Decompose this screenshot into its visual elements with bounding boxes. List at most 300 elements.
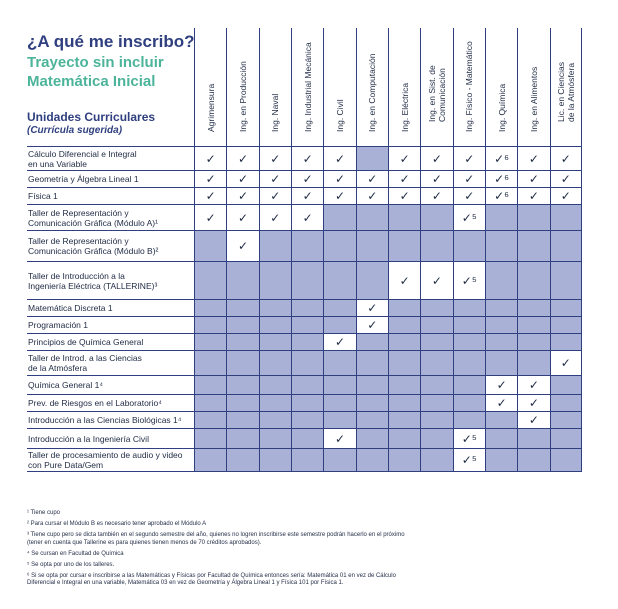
check-cell [388, 188, 420, 204]
check-mark: ✓ [367, 172, 378, 186]
empty-cell [356, 449, 388, 471]
empty-cell [291, 231, 323, 261]
page-title: ¿A qué me inscribo? [27, 32, 195, 51]
empty-cell [453, 376, 485, 394]
empty-cell [356, 429, 388, 448]
empty-cell [194, 300, 226, 316]
check-mark: ✓ [334, 335, 345, 349]
check-mark: ✓ [334, 189, 345, 203]
empty-cell [259, 395, 291, 411]
empty-cell [388, 449, 420, 471]
empty-cell [550, 429, 582, 448]
check-mark: ✓ [399, 273, 410, 288]
empty-cell [420, 376, 452, 394]
check-mark: ✓⁶ [494, 151, 510, 166]
column-header-label: Ing. Naval [270, 93, 281, 132]
empty-cell [226, 449, 258, 471]
check-cell [356, 188, 388, 204]
column-header-label: Lic. en Ciencias de la Atmósfera [555, 61, 576, 122]
empty-cell [259, 231, 291, 261]
footnotes [27, 510, 587, 591]
empty-cell [356, 351, 388, 375]
course-name: Taller de Introducción a la Ingeniería Eléctrica (TALLERINE)³ [28, 270, 158, 291]
empty-cell [194, 395, 226, 411]
check-mark: ✓ [237, 210, 249, 225]
column-header [485, 28, 517, 146]
empty-cell [420, 231, 452, 261]
empty-cell [356, 395, 388, 411]
check-mark: ✓ [302, 172, 313, 186]
empty-cell [323, 376, 355, 394]
column-header [259, 28, 291, 146]
check-mark: ✓ [237, 151, 249, 166]
empty-cell [453, 300, 485, 316]
course-name: Cálculo Diferencial e Integral en una Variable [28, 148, 137, 169]
check-mark: ✓ [560, 172, 571, 186]
check-cell [485, 171, 517, 187]
empty-cell [356, 334, 388, 350]
course-name: Taller de procesamiento de audio y video con Pure Data/Gem [28, 450, 183, 470]
course-name: Matemática Discreta 1 [28, 303, 113, 313]
check-cell [291, 171, 323, 187]
empty-cell [194, 429, 226, 448]
empty-cell [259, 300, 291, 316]
column-header-label: Agrimensura [205, 83, 216, 132]
empty-cell [259, 351, 291, 375]
empty-cell [550, 395, 582, 411]
empty-cell [453, 395, 485, 411]
check-mark: ✓⁵ [461, 210, 477, 225]
course-name: Taller de Representación y Comunicación Gráfica (Módulo B)² [28, 236, 159, 256]
column-header-label: Ing. Físico - Matemático [464, 41, 475, 132]
empty-cell [291, 395, 323, 411]
empty-cell [388, 412, 420, 428]
check-mark: ✓ [464, 172, 475, 186]
check-mark: ✓ [270, 151, 281, 166]
check-cell [453, 205, 485, 230]
check-cell [356, 317, 388, 333]
empty-cell [420, 317, 452, 333]
check-cell [323, 147, 355, 170]
column-header-label: Ing. en Producción [237, 61, 248, 132]
check-mark: ✓ [205, 210, 216, 225]
check-mark: ✓ [464, 189, 475, 203]
empty-cell [485, 351, 517, 375]
empty-cell [323, 395, 355, 411]
column-header [323, 28, 355, 146]
check-mark: ✓ [399, 189, 410, 203]
empty-cell [291, 412, 323, 428]
empty-cell [226, 376, 258, 394]
empty-cell [291, 300, 323, 316]
check-cell [226, 205, 258, 230]
check-cell [194, 171, 226, 187]
empty-cell [194, 412, 226, 428]
course-name: Programación 1 [28, 320, 89, 330]
table-row [27, 449, 582, 472]
check-mark: ✓ [560, 189, 571, 203]
empty-cell [485, 334, 517, 350]
check-cell [356, 300, 388, 316]
table-row [27, 300, 582, 317]
page-subtitle [27, 53, 164, 91]
column-header [517, 28, 549, 146]
empty-cell [388, 351, 420, 375]
empty-cell [323, 262, 355, 299]
check-mark: ✓ [528, 172, 539, 186]
table-row [27, 412, 582, 429]
empty-cell [550, 376, 582, 394]
empty-cell [517, 334, 549, 350]
check-mark: ✓ [431, 151, 442, 166]
check-mark: ✓ [431, 273, 442, 288]
check-cell [388, 171, 420, 187]
empty-cell [291, 317, 323, 333]
empty-cell [420, 351, 452, 375]
empty-cell [226, 395, 258, 411]
check-mark: ✓ [367, 318, 378, 332]
check-cell [453, 171, 485, 187]
empty-cell [420, 449, 452, 471]
empty-cell [388, 300, 420, 316]
empty-cell [291, 334, 323, 350]
table-row [27, 429, 582, 449]
check-cell [259, 205, 291, 230]
column-header [291, 28, 323, 146]
empty-cell [550, 334, 582, 350]
check-mark: ✓ [528, 378, 539, 392]
table-row [27, 395, 582, 412]
check-cell [323, 429, 355, 448]
empty-cell [420, 412, 452, 428]
empty-cell [194, 376, 226, 394]
check-cell [517, 376, 549, 394]
course-name: Introducción a las Ciencias Biológicas 1⁴ [28, 415, 182, 425]
empty-cell [485, 205, 517, 230]
empty-cell [550, 262, 582, 299]
check-mark: ✓ [270, 172, 281, 186]
empty-cell [323, 351, 355, 375]
column-header [388, 28, 420, 146]
empty-cell [485, 412, 517, 428]
check-cell [517, 395, 549, 411]
course-name: Taller de Representación y Comunicación Gráfica (Módulo A)¹ [28, 207, 158, 228]
course-name: Introducción a la Ingeniería Civil [28, 433, 149, 444]
course-name: Física 1 [28, 191, 58, 201]
empty-cell [226, 262, 258, 299]
check-mark: ✓ [528, 396, 539, 410]
empty-cell [259, 317, 291, 333]
empty-cell [550, 231, 582, 261]
check-cell [226, 188, 258, 204]
column-header-label: Ing. Eléctrica [399, 82, 410, 132]
empty-cell [291, 262, 323, 299]
check-cell [420, 262, 452, 299]
empty-cell [356, 376, 388, 394]
empty-cell [323, 317, 355, 333]
table-row [27, 147, 582, 171]
subtitle-line-2: Matemática Inicial [27, 73, 156, 90]
empty-cell [453, 231, 485, 261]
check-mark: ✓ [399, 151, 410, 166]
empty-cell [194, 334, 226, 350]
check-mark: ✓ [431, 172, 442, 186]
check-cell [291, 147, 323, 170]
empty-cell [485, 231, 517, 261]
check-mark: ✓ [528, 413, 539, 427]
empty-cell [226, 351, 258, 375]
check-mark: ✓ [237, 189, 249, 203]
empty-cell [323, 205, 355, 230]
check-cell [323, 188, 355, 204]
empty-cell [420, 429, 452, 448]
check-cell [323, 334, 355, 350]
table-row [27, 376, 582, 395]
check-mark: ✓ [496, 378, 507, 392]
check-cell [485, 395, 517, 411]
footnote: ¹ Tiene cupo [27, 510, 61, 516]
empty-cell [453, 412, 485, 428]
empty-cell [194, 351, 226, 375]
footnote: ⁴ Se cursan en Facultad de Química [27, 550, 124, 557]
empty-cell [323, 231, 355, 261]
empty-cell [485, 317, 517, 333]
check-mark: ✓ [399, 172, 410, 186]
empty-cell [194, 317, 226, 333]
table-row [27, 171, 582, 188]
check-mark: ✓ [237, 172, 249, 186]
empty-cell [420, 334, 452, 350]
check-cell [291, 205, 323, 230]
check-cell [453, 188, 485, 204]
empty-cell [226, 429, 258, 448]
column-header-label: Ing. Industrial Mecánica [302, 42, 313, 132]
empty-cell [517, 231, 549, 261]
empty-cell [226, 317, 258, 333]
empty-cell [291, 429, 323, 448]
empty-cell [259, 262, 291, 299]
check-mark: ✓ [528, 189, 539, 203]
empty-cell [485, 449, 517, 471]
check-mark: ✓ [560, 151, 571, 166]
check-cell [485, 376, 517, 394]
table-row [27, 351, 582, 376]
check-mark: ✓ [496, 396, 507, 410]
empty-cell [388, 334, 420, 350]
check-cell [323, 171, 355, 187]
empty-cell [291, 351, 323, 375]
table-row [27, 334, 582, 351]
check-mark: ✓ [270, 189, 281, 203]
empty-cell [517, 449, 549, 471]
empty-cell [550, 449, 582, 471]
units-subtitle: (Currícula sugerida) [27, 125, 123, 136]
empty-cell [194, 449, 226, 471]
empty-cell [194, 262, 226, 299]
empty-cell [517, 205, 549, 230]
empty-cell [356, 147, 388, 170]
empty-cell [517, 429, 549, 448]
check-mark: ✓ [302, 210, 313, 225]
check-cell [259, 171, 291, 187]
check-cell [259, 188, 291, 204]
check-mark: ✓ [205, 151, 216, 166]
empty-cell [323, 412, 355, 428]
empty-cell [259, 334, 291, 350]
footnote: ³ Tiene cupo pero se dicta también en el segundo semestre del año, quienes no logren inscribirse este semestre podrán hacerlo en el próximo (tener en cuenta que Tallerine es para quienes tienen menos de 70 créditos aprobados). [27, 532, 405, 546]
course-name: Taller de Introd. a las Ciencias de la Atmósfera [28, 353, 142, 373]
check-cell [550, 188, 582, 204]
empty-cell [388, 317, 420, 333]
check-mark: ✓ [205, 189, 216, 203]
check-cell [388, 262, 420, 299]
check-mark: ✓ [431, 189, 442, 203]
empty-cell [485, 300, 517, 316]
check-mark: ✓⁵ [461, 431, 477, 446]
units-title: Unidades Curriculares [27, 110, 156, 124]
column-header-label: Ing. en Computación [367, 53, 378, 132]
check-mark: ✓ [334, 431, 345, 446]
check-cell [388, 147, 420, 170]
column-header [226, 28, 258, 146]
check-cell [453, 147, 485, 170]
check-mark: ✓⁶ [494, 189, 510, 203]
empty-cell [356, 412, 388, 428]
empty-cell [388, 376, 420, 394]
empty-cell [356, 205, 388, 230]
column-header [420, 28, 452, 146]
empty-cell [226, 334, 258, 350]
footnote: ⁵ Se opta por uno de los talleres. [27, 561, 115, 568]
check-cell [550, 147, 582, 170]
subtitle-line-1: Trayecto sin incluir [27, 54, 164, 71]
course-name: Principios de Química General [28, 337, 144, 347]
check-cell [194, 205, 226, 230]
empty-cell [550, 205, 582, 230]
empty-cell [517, 262, 549, 299]
empty-cell [453, 317, 485, 333]
column-header-label: Ing. en Sist. de Comunicación [426, 65, 447, 122]
check-mark: ✓ [367, 301, 378, 315]
empty-cell [517, 317, 549, 333]
check-cell [226, 147, 258, 170]
check-cell [453, 449, 485, 471]
footnote: ⁶ Si se opta por cursar e inscribirse a las Matemáticas y Físicas por Facultad de Química entonces sería: Matemática 01 en vez de Cálculo Diferencial e Integral en una variable, Matemática 03 en vez de Geometría y Álgebra Lineal 1 y Física 101 por Física 1. [27, 572, 396, 586]
empty-cell [356, 262, 388, 299]
check-cell [453, 262, 485, 299]
check-mark: ✓ [334, 172, 345, 186]
column-header [550, 28, 582, 146]
check-mark: ✓ [560, 356, 571, 370]
check-mark: ✓ [302, 189, 313, 203]
empty-cell [388, 429, 420, 448]
column-header [453, 28, 485, 146]
check-mark: ✓ [205, 172, 216, 186]
empty-cell [550, 317, 582, 333]
check-cell [420, 171, 452, 187]
column-header-label: Ing. en Alimentos [528, 66, 539, 132]
empty-cell [420, 205, 452, 230]
empty-cell [388, 231, 420, 261]
check-cell [517, 412, 549, 428]
check-cell [420, 188, 452, 204]
check-cell [485, 147, 517, 170]
curriculum-table [27, 146, 582, 472]
empty-cell [259, 376, 291, 394]
footnote: ² Para cursar el Módulo B es necesario tener aprobado el Módulo A [27, 521, 207, 527]
empty-cell [388, 395, 420, 411]
empty-cell [259, 429, 291, 448]
check-cell [517, 188, 549, 204]
empty-cell [226, 300, 258, 316]
check-cell [226, 231, 258, 261]
empty-cell [323, 449, 355, 471]
check-mark: ✓ [237, 239, 249, 253]
empty-cell [485, 429, 517, 448]
empty-cell [291, 376, 323, 394]
empty-cell [485, 262, 517, 299]
course-name: Prev. de Riesgos en el Laboratorio⁴ [28, 398, 162, 408]
check-cell [550, 351, 582, 375]
check-cell [259, 147, 291, 170]
empty-cell [259, 412, 291, 428]
check-mark: ✓ [302, 151, 313, 166]
table-row [27, 317, 582, 334]
check-cell [517, 171, 549, 187]
check-cell [291, 188, 323, 204]
check-mark: ✓⁵ [461, 273, 477, 288]
empty-cell [550, 412, 582, 428]
check-cell [194, 147, 226, 170]
course-name: Química General 1⁴ [28, 380, 103, 390]
check-mark: ✓ [367, 189, 378, 203]
table-row [27, 205, 582, 231]
empty-cell [420, 395, 452, 411]
check-cell [194, 188, 226, 204]
check-cell [356, 171, 388, 187]
check-cell [226, 171, 258, 187]
column-header-label: Ing. Química [496, 83, 507, 132]
check-mark: ✓ [464, 151, 475, 166]
check-cell [550, 171, 582, 187]
units-heading [27, 111, 155, 137]
check-cell [517, 147, 549, 170]
empty-cell [550, 300, 582, 316]
check-mark: ✓⁶ [494, 172, 510, 186]
empty-cell [194, 231, 226, 261]
course-name: Geometría y Álgebra Lineal 1 [28, 174, 139, 184]
check-mark: ✓ [270, 210, 281, 225]
empty-cell [420, 300, 452, 316]
empty-cell [388, 205, 420, 230]
empty-cell [226, 412, 258, 428]
empty-cell [323, 300, 355, 316]
table-row [27, 188, 582, 205]
check-mark: ✓ [334, 151, 345, 166]
column-header [356, 28, 388, 146]
table-row [27, 231, 582, 262]
column-header-label: Ing. Civil [334, 99, 345, 132]
column-header [194, 28, 226, 146]
column-headers [194, 28, 582, 146]
empty-cell [517, 300, 549, 316]
empty-cell [453, 334, 485, 350]
table-row [27, 262, 582, 300]
check-mark: ✓ [528, 151, 539, 166]
check-cell [453, 429, 485, 448]
check-cell [485, 188, 517, 204]
empty-cell [291, 449, 323, 471]
